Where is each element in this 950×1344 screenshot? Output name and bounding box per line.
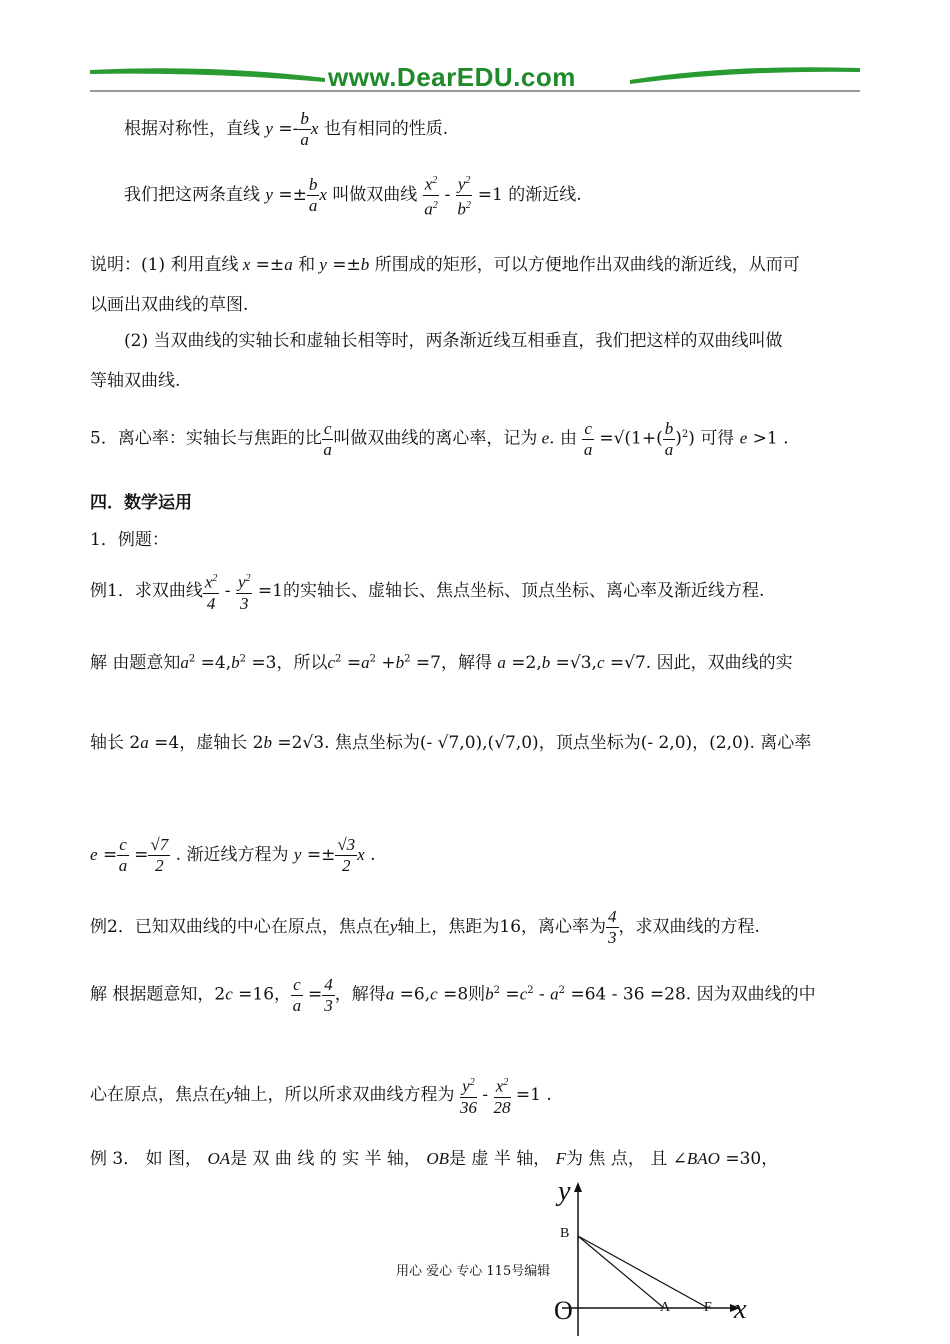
solution-2a: 解 根据题意知，2c =16， $\frac{c}{a}$ = $\frac{4}{3}$ ，解得a =6,c =8则$b^2 =c^2 - a^2 =64 - 36 =28$. 因为双曲线的中 bbox=[90, 974, 816, 1015]
point-f-label: F bbox=[704, 1300, 712, 1315]
line-eccentricity: 5．离心率：实轴长与焦距的比 $\frac{c}{a}$ 叫做双曲线的离心率，记为 e. 由 $\frac{c}{a}$ =√(1+( $\frac{b}{a}$ )$^2$) 可得 e >1 . bbox=[90, 418, 789, 459]
segment-bf bbox=[578, 1236, 708, 1308]
segment-ba bbox=[578, 1236, 664, 1308]
note-2a: (2) 当双曲线的实轴长和虚轴长相等时，两条渐近线互相垂直，我们把这样的双曲线叫做 bbox=[124, 331, 783, 351]
subsection-title: 1．例题： bbox=[90, 530, 169, 550]
line-asymptote-def: 我们把这两条直线 y =± $\frac{b}{a}$ x 叫做双曲线 $\frac{x^2}{a^2}$ - $\frac{y^2}{b^2}$ =1 的渐近线. bbox=[124, 170, 582, 220]
x-axis-label: x bbox=[734, 1294, 747, 1325]
origin-label: O bbox=[554, 1296, 573, 1325]
section-title: 四．数学运用 bbox=[90, 493, 192, 513]
figure-hyperbola-axes bbox=[540, 1178, 770, 1338]
point-a-label: A bbox=[660, 1300, 671, 1315]
example-1: 例1．求双曲线 $\frac{x^2}{4}$ - $\frac{y^2}{3}$ =1的实轴长、虚轴长、焦点坐标、顶点坐标、离心率及渐近线方程. bbox=[90, 566, 764, 616]
y-arrow-icon bbox=[574, 1182, 582, 1192]
note-2b: 等轴双曲线. bbox=[90, 371, 181, 391]
site-title[interactable]: www.DearEDU.com bbox=[328, 62, 576, 92]
solution-2b: 心在原点，焦点在y轴上，所以所求双曲线方程为 $\frac{y^2}{36}$ - $\frac{x^2}{28}$ =1 . bbox=[90, 1068, 552, 1122]
example-3: 例 3． 如 图， OA是 双 曲 线 的 实 半 轴， OB是 虚 半 轴， F为 焦 点， 且 ∠BAO =30， bbox=[90, 1149, 779, 1169]
note-1a: 说明：(1) 利用直线 x =±a 和 y =±b 所围成的矩形，可以方便地作出双曲线的渐近线，从而可 bbox=[90, 255, 800, 275]
solution-1a: 解 由题意知$a^2 =4,b^2 =3$，所以$c^2 =a^2 +b^2 =7$，解得 a =2,b =√3,c =√7. 因此，双曲线的实 bbox=[90, 653, 793, 673]
note-1b: 以画出双曲线的草图. bbox=[90, 295, 249, 315]
y-axis-label: y bbox=[558, 1176, 571, 1207]
example-2: 例2．已知双曲线的中心在原点，焦点在y轴上，焦距为16，离心率为 $\frac{4}{3}$ ，求双曲线的方程. bbox=[90, 907, 760, 947]
solution-1b: 轴长 2a =4，虚轴长 2b =2√3. 焦点坐标为(- √7,0),(√7,0)，顶点坐标为(- 2,0)，(2,0). 离心率 bbox=[90, 733, 812, 753]
header-banner bbox=[90, 58, 860, 98]
page-footer: 用心 爱心 专心 115号编辑 bbox=[396, 1264, 551, 1279]
line-symmetry: 根据对称性，直线 y =- $\frac{b}{a}$ x 也有相同的性质. bbox=[124, 109, 449, 149]
point-b-label: B bbox=[560, 1226, 570, 1241]
solution-1c: e = $\frac{c}{a}$ = $\frac{√7}{2}$ . 渐近线方程为 y =± $\frac{√3}{2}$ x . bbox=[90, 835, 376, 875]
